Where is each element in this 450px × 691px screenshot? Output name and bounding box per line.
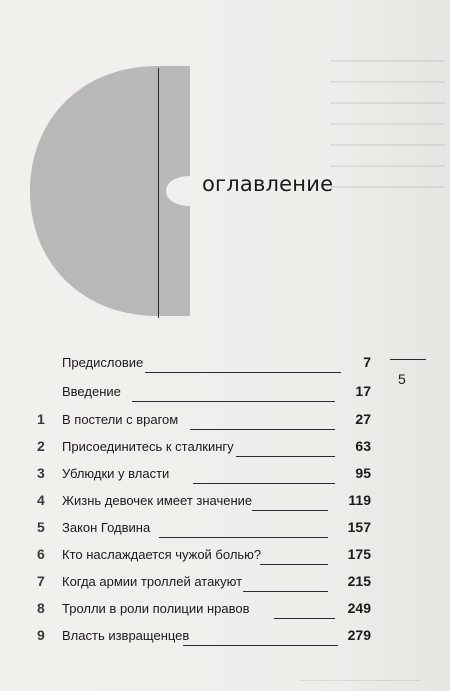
chapter-title: Введение — [62, 384, 121, 399]
toc-entry[interactable] — [0, 627, 450, 653]
chapter-number: 2 — [37, 438, 45, 454]
chapter-title: В постели с врагом — [62, 412, 179, 427]
toc-entry[interactable] — [0, 465, 450, 491]
chapter-page: 17 — [355, 383, 371, 399]
toc-entry[interactable] — [0, 546, 450, 572]
vertical-divider-line — [158, 68, 159, 318]
dot-leader-line — [183, 645, 338, 646]
dot-leader-line — [190, 429, 335, 430]
chapter-page: 249 — [347, 600, 371, 616]
dot-leader-line — [243, 591, 328, 592]
chapter-number: 9 — [37, 627, 45, 643]
chapter-title: Власть извращенцев — [62, 628, 190, 643]
chapter-page: 175 — [347, 546, 371, 562]
page-number: 5 — [398, 371, 406, 387]
show-through-footer — [300, 676, 420, 686]
chapter-page: 63 — [355, 438, 371, 454]
chapter-number: 5 — [37, 519, 45, 535]
chapter-page: 27 — [355, 411, 371, 427]
chapter-title: Присоединитесь к сталкингу — [62, 439, 234, 454]
chapter-page: 157 — [347, 519, 371, 535]
page-title: оглавление — [202, 172, 334, 196]
dot-leader-line — [274, 618, 335, 619]
large-letter-c-graphic — [30, 66, 190, 316]
chapter-page: 279 — [347, 627, 371, 643]
toc-entry[interactable] — [0, 411, 450, 437]
c-shape — [30, 66, 190, 316]
chapter-title: Предисловие — [62, 355, 144, 370]
chapter-title: Жизнь девочек имеет значение — [62, 493, 253, 508]
chapter-title: Кто наслаждается чужой болью? — [62, 547, 262, 562]
dot-leader-line — [193, 483, 335, 484]
chapter-number: 3 — [37, 465, 45, 481]
toc-entry[interactable] — [0, 600, 450, 626]
chapter-title: Когда армии троллей атакуют — [62, 574, 243, 589]
toc-entry[interactable] — [0, 354, 450, 380]
chapter-page: 7 — [363, 354, 371, 370]
toc-entry[interactable] — [0, 383, 450, 409]
chapter-number: 6 — [37, 546, 45, 562]
dot-leader-line — [252, 510, 328, 511]
dot-leader-line — [145, 372, 341, 373]
dot-leader-line — [132, 401, 335, 402]
chapter-title: Ублюдки у власти — [62, 466, 170, 481]
chapter-number: 4 — [37, 492, 45, 508]
toc-entry[interactable] — [0, 519, 450, 545]
toc-entry[interactable] — [0, 573, 450, 599]
dot-leader-line — [260, 564, 328, 565]
toc-entry[interactable] — [0, 492, 450, 518]
dot-leader-line — [159, 537, 328, 538]
chapter-page: 119 — [348, 492, 371, 508]
chapter-number: 7 — [37, 573, 45, 589]
chapter-title: Закон Годвина — [62, 520, 151, 535]
dot-leader-line — [236, 456, 335, 457]
chapter-page: 215 — [347, 573, 371, 589]
chapter-title: Тролли в роли полиции нравов — [62, 601, 250, 616]
chapter-number: 1 — [37, 411, 45, 427]
show-through-text — [330, 60, 445, 210]
chapter-page: 95 — [355, 465, 371, 481]
toc-entry[interactable] — [0, 438, 450, 464]
chapter-number: 8 — [37, 600, 45, 616]
